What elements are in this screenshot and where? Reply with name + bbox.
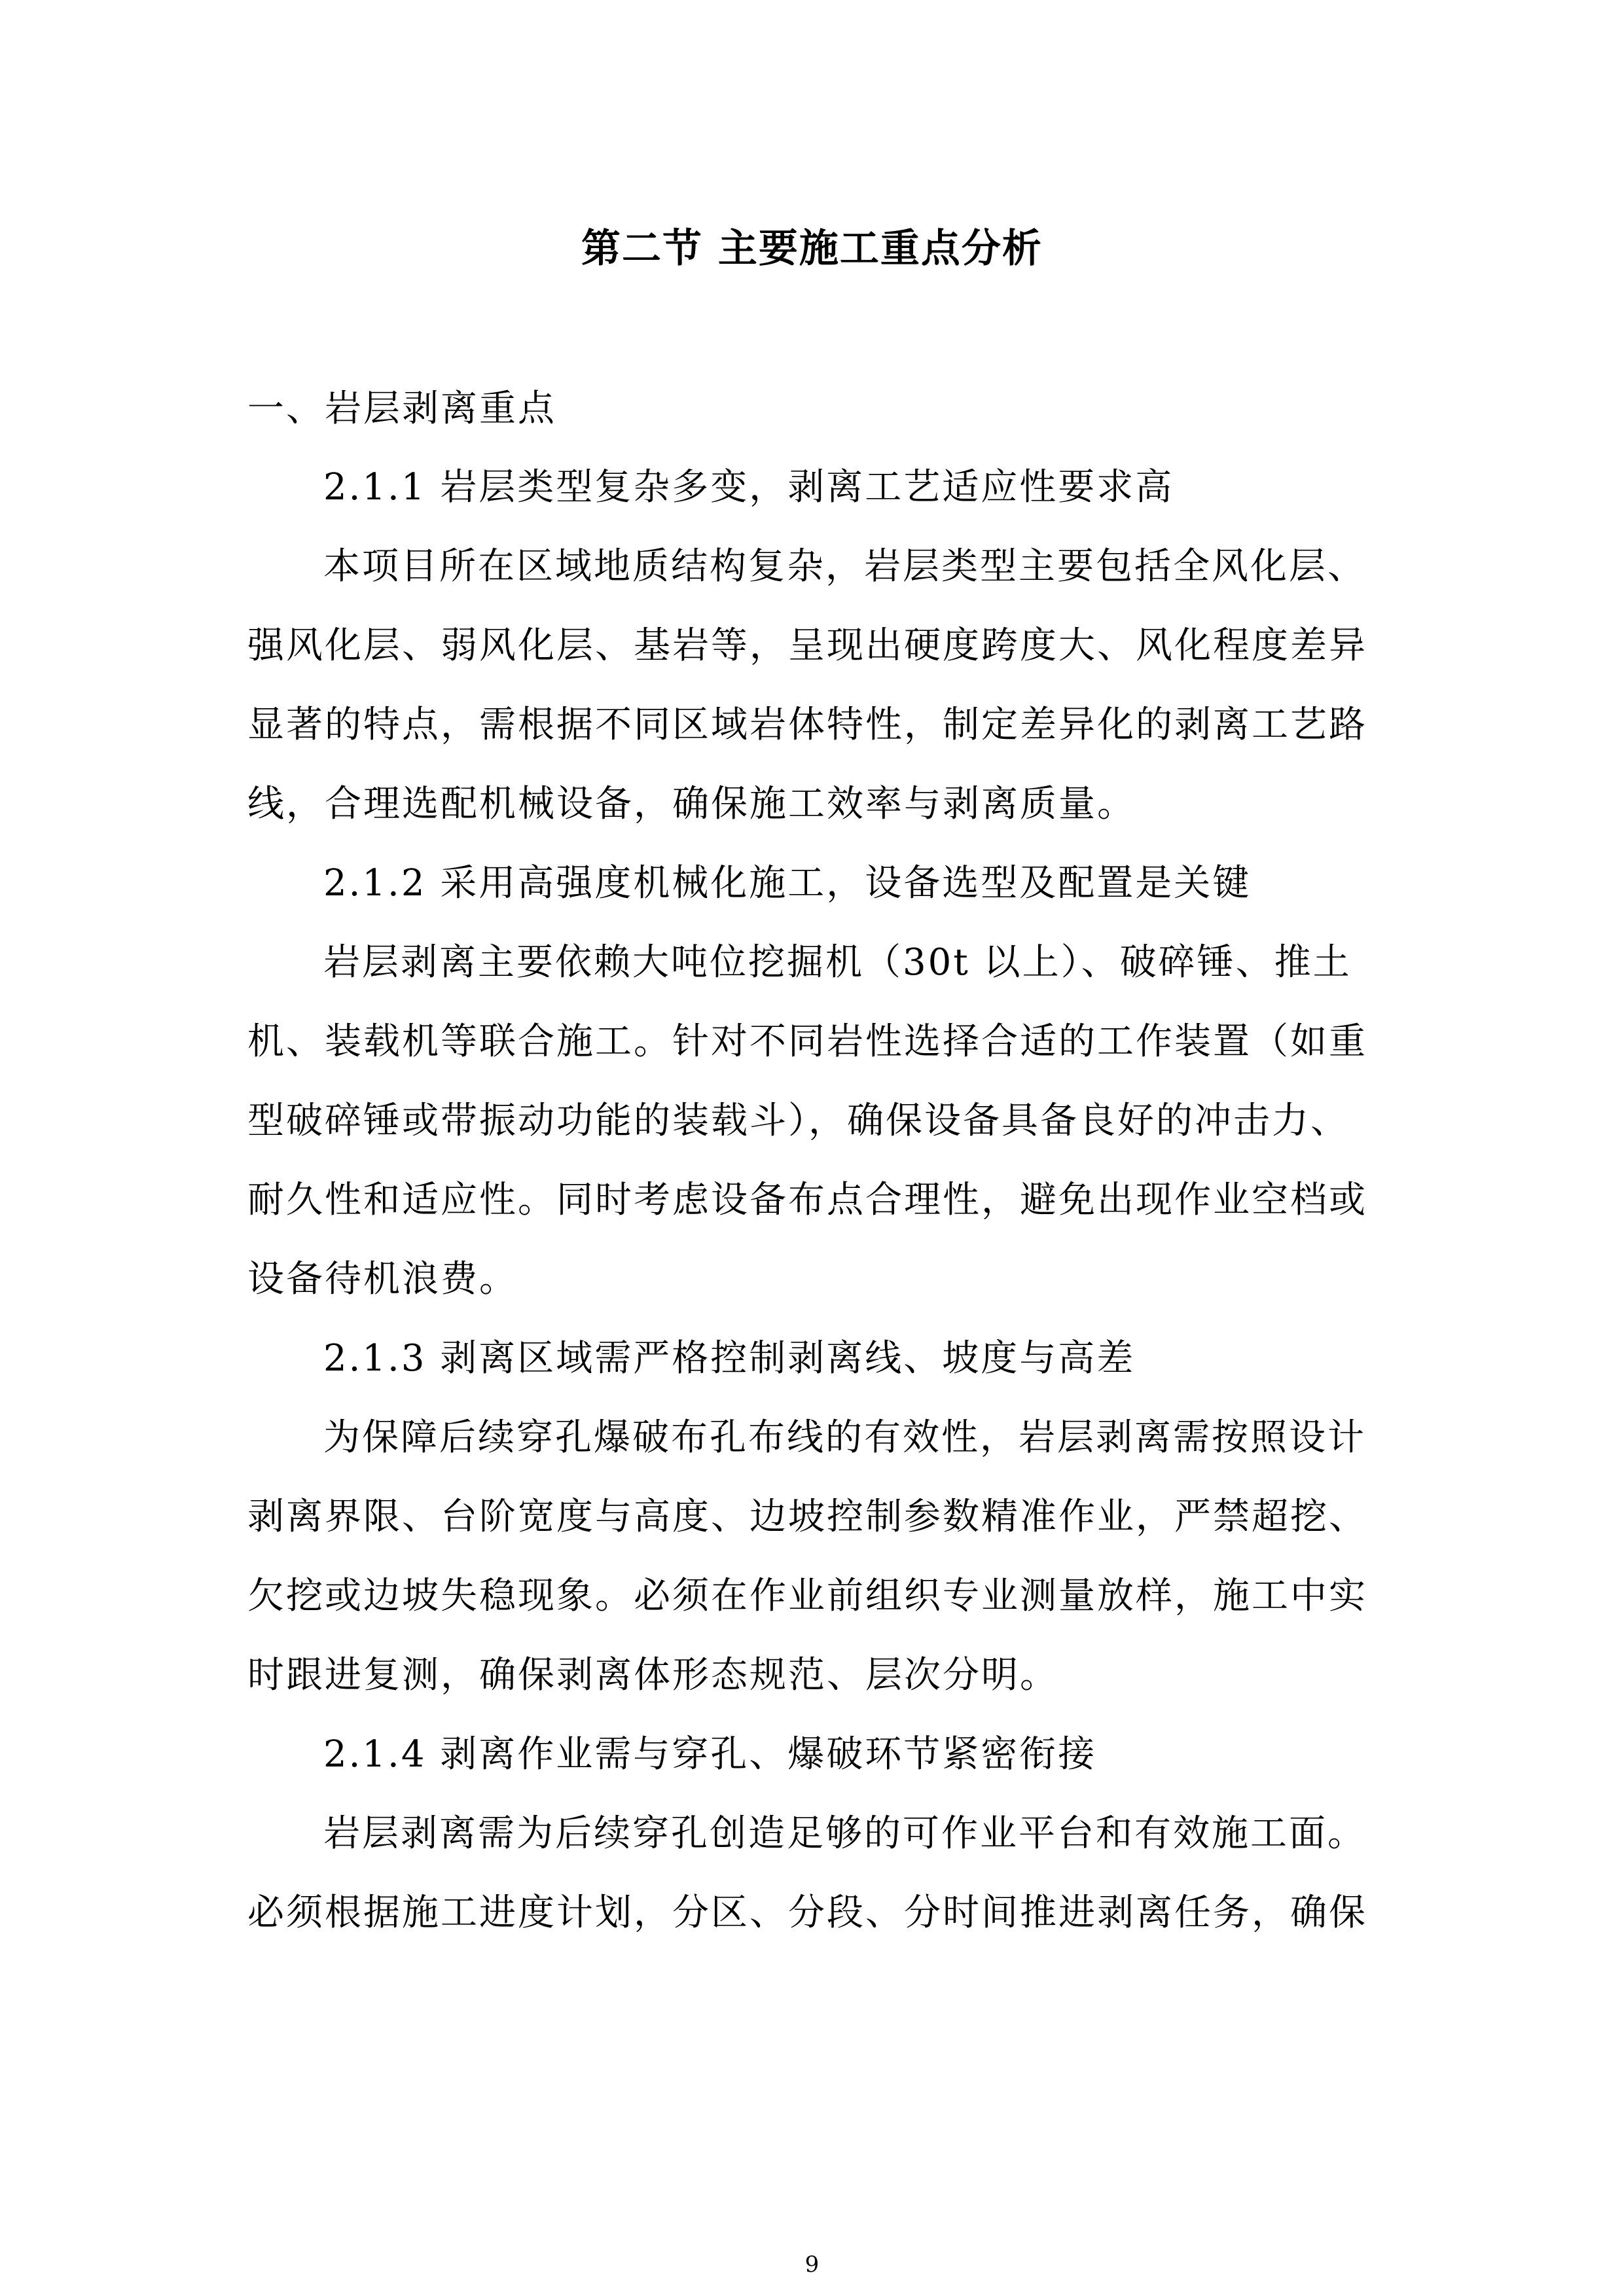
paragraph-line: 岩层剥离需为后续穿孔创造足够的可作业平台和有效施工面。	[323, 1812, 1366, 1855]
subsection-heading-2-1-1: 2.1.1 岩层类型复杂多变，剥离工艺适应性要求高	[323, 466, 1174, 509]
section-heading: 一、岩层剥离重点	[247, 387, 556, 430]
page-title: 第二节 主要施工重点分析	[581, 226, 1043, 272]
paragraph-line: 线，合理选配机械设备，确保施工效率与剥离质量。	[247, 783, 1136, 825]
paragraph-line: 耐久性和适应性。同时考虑设备布点合理性，避免出现作业空档或	[247, 1179, 1367, 1221]
subsection-heading-2-1-2: 2.1.2 采用高强度机械化施工，设备选型及配置是关键	[323, 862, 1252, 905]
paragraph-line: 为保障后续穿孔爆破布孔布线的有效性，岩层剥离需按照设计	[323, 1416, 1366, 1459]
paragraph-line: 剥离界限、台阶宽度与高度、边坡控制参数精准作业，严禁超挖、	[247, 1496, 1367, 1538]
subsection-heading-2-1-4: 2.1.4 剥离作业需与穿孔、爆破环节紧密衔接	[323, 1733, 1097, 1776]
paragraph-line: 岩层剥离主要依赖大吨位挖掘机（30t 以上）、破碎锤、推土	[323, 941, 1352, 984]
paragraph-line: 显著的特点，需根据不同区域岩体特性，制定差异化的剥离工艺路	[247, 704, 1367, 746]
paragraph-line: 本项目所在区域地质结构复杂，岩层类型主要包括全风化层、	[323, 545, 1366, 588]
page-number: 9	[804, 2251, 820, 2278]
paragraph-line: 机、装载机等联合施工。针对不同岩性选择合适的工作装置（如重	[247, 1020, 1367, 1063]
paragraph-line: 型破碎锤或带振动功能的装载斗），确保设备具备良好的冲击力、	[247, 1100, 1349, 1142]
paragraph-line: 强风化层、弱风化层、基岩等，呈现出硬度跨度大、风化程度差异	[247, 624, 1367, 667]
paragraph-line: 设备待机浪费。	[247, 1258, 518, 1300]
paragraph-line: 时跟进复测，确保剥离体形态规范、层次分明。	[247, 1654, 1058, 1696]
subsection-heading-2-1-3: 2.1.3 剥离区域需严格控制剥离线、坡度与高差	[323, 1337, 1136, 1380]
paragraph-line: 必须根据施工进度计划，分区、分段、分时间推进剥离任务，确保	[247, 1892, 1367, 1934]
paragraph-line: 欠挖或边坡失稳现象。必须在作业前组织专业测量放样，施工中实	[247, 1575, 1367, 1617]
